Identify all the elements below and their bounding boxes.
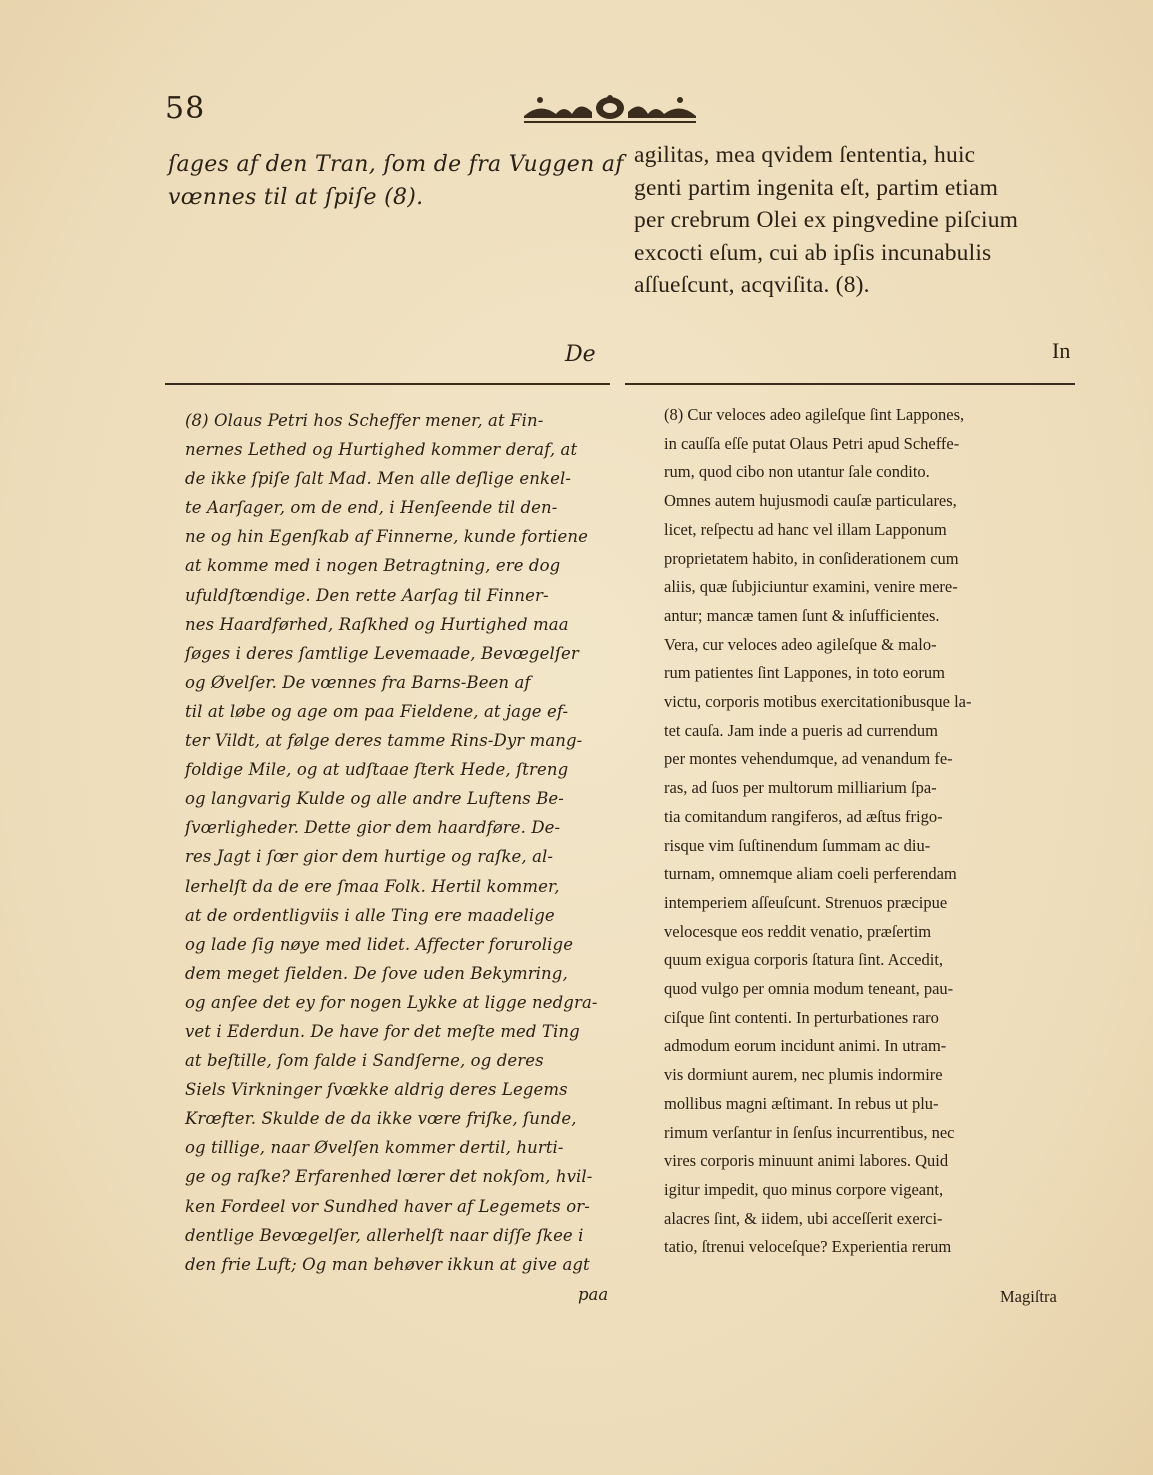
note-line: ken Fordeel vor Sundhed haver af Legemets or- (185, 1196, 590, 1216)
note-line: Omnes autem hujusmodi cauſæ particulares, (664, 491, 957, 511)
note-line: ne og hin Egenſkab af Finnerne, kunde fortiene (185, 527, 589, 547)
note-line: at komme med i nogen Betragtning, ere dog (185, 556, 561, 576)
note-line: til at løbe og age om paa Fieldene, at jage ef- (185, 701, 569, 721)
note-line: Siels Virkninger ſvœkke aldrig deres Legems (185, 1080, 568, 1100)
footnote-divider-right (625, 383, 1075, 385)
note-line: rum patientes ſint Lappones, in toto eorum (664, 663, 945, 683)
decorative-headpiece-icon (520, 92, 700, 128)
note-line: tatio, ſtrenui veloceſque? Experientia rerum (664, 1237, 952, 1257)
note-line: og lade ſig nøye med lidet. Affecter forurolige (185, 934, 574, 954)
note-line: de ikke ſpiſe ſalt Mad. Men alle deſlige enkel- (185, 469, 571, 489)
note-line: in cauſſa eſſe putat Olaus Petri apud Scheffe- (664, 433, 960, 453)
note-line: quum exigua corporis ſtatura ſint. Accedit, (664, 950, 944, 970)
note-line: aliis, quæ ſubjiciuntur examini, venire mere- (664, 577, 958, 597)
catchword-danish-footnote: paa (578, 1285, 609, 1304)
note-line: og anſee det ey for nogen Lykke at ligge nedgra- (185, 992, 598, 1012)
text-line: ſages af den Tran, ſom de fra Vuggen af (168, 152, 624, 177)
note-line: og Øvelſer. De vœnnes fra Barns-Been af (185, 672, 531, 692)
note-line: res Jagt i ſœr gior dem hurtige og raſke, al- (185, 847, 554, 867)
text-line: per crebrum Olei ex pingvedine piſcium (634, 207, 1019, 233)
note-line: antur; mancæ tamen ſunt & inſufficientes. (664, 605, 940, 625)
note-line: velocesque eos reddit venatio, præſertim (664, 921, 932, 941)
note-line: vires corporis minuunt animi labores. Quid (664, 1151, 949, 1171)
footnote-divider-left (165, 383, 610, 385)
note-line: og langvarig Kulde og alle andre Luftens Be- (185, 789, 564, 809)
note-line: admodum eorum incidunt animi. In utram- (664, 1036, 947, 1056)
note-line: tet cauſa. Jam inde a pueris ad currendum (664, 720, 938, 740)
note-line: licet, reſpectu ad hanc vel illam Lapponum (664, 519, 947, 539)
note-line: alacres ſint, & iidem, ubi acceſſerit exerci- (664, 1208, 943, 1228)
note-line: Krœfter. Skulde de da ikke vœre friſke, ſunde, (185, 1109, 577, 1129)
note-line: te Aarſager, om de end, i Henſeende til den- (185, 498, 558, 518)
note-line: rimum verſantur in ſenſus incurrentibus, nec (664, 1122, 955, 1142)
note-line: dentlige Bevœgelſer, allerhelſt naar diſſe ſkee i (185, 1225, 584, 1245)
note-line: turnam, omnemque aliam coeli perferendam (664, 864, 957, 884)
note-line: (8) Olaus Petri hos Scheffer mener, at Fin- (185, 411, 544, 430)
latin-footnote (664, 401, 1084, 1262)
note-line: ufuldſtœndige. Den rette Aarſag til Finner- (185, 585, 549, 605)
danish-text-block (168, 148, 624, 214)
text-line: excocti eſum, cui ab ipſis incunabulis (634, 239, 992, 266)
note-line: risque vim ſuſtinendum ſummam ac diu- (664, 835, 931, 855)
note-line: lerhelſt da de ere ſmaa Folk. Hertil kommer, (185, 876, 560, 896)
catchword-latin-footnote: Magiſtra (1000, 1287, 1057, 1306)
note-line: ge og raſke? Erfarenhed lœrer det nokſom, hvil- (185, 1167, 593, 1187)
catchword-danish: De (565, 342, 596, 367)
note-line: igitur impedit, quo minus corpore vigeant, (664, 1179, 944, 1199)
note-line: victu, corporis motibus exercitationibusque la- (664, 692, 972, 712)
note-line: ſvœrligheder. Dette gior dem haardføre. De- (185, 818, 561, 838)
note-line: quod vulgo per omnia modum teneant, pau- (664, 979, 954, 999)
note-line: ſøges i deres ſamtlige Levemaade, Bevœgelſer (185, 643, 579, 663)
note-line: at beſtille, ſom falde i Sandſerne, og deres (185, 1051, 544, 1071)
note-line: mollibus magni æſtimant. In rebus ut plu- (664, 1093, 939, 1113)
note-line: og tillige, naar Øvelſen kommer dertil, hurti- (185, 1138, 564, 1158)
note-line: intemperiem aſſeuſcunt. Strenuos præcipue (664, 892, 948, 912)
note-line: vis dormiunt aurem, nec plumis indormire (664, 1065, 943, 1085)
note-line: ter Vildt, at følge deres tamme Rins-Dyr mang- (185, 731, 583, 751)
note-line: dem meget ſielden. De ſove uden Bekymring, (185, 963, 568, 983)
note-line: tia comitandum rangiferos, ad æſtus frigo- (664, 806, 943, 826)
note-line: Vera, cur veloces adeo agileſque & malo- (664, 634, 937, 654)
text-line: aſſueſcunt, acqviſita. (8). (634, 272, 870, 298)
note-line: nernes Lethed og Hurtighed kommer deraf, at (185, 440, 578, 460)
text-line: genti partim ingenita eſt, partim etiam (634, 174, 999, 201)
text-line: agilitas, mea qvidem ſententia, huic (634, 142, 976, 168)
note-line: ras, ad ſuos per multorum milliarium ſpa- (664, 778, 937, 798)
note-line: rum, quod cibo non utantur ſale condito. (664, 462, 930, 482)
catchword-latin: In (1052, 338, 1071, 363)
note-line: nes Haardførhed, Raſkhed og Hurtighed maa (185, 614, 569, 634)
note-line: at de ordentligviis i alle Ting ere maadelige (185, 905, 555, 925)
note-line: proprietatem habito, in conſiderationem cum (664, 548, 959, 568)
note-line: foldige Mile, og at udſtaae ſterk Hede, ſtreng (185, 760, 569, 780)
latin-text-block (634, 139, 1084, 302)
note-line: (8) Cur veloces adeo agileſque ſint Lappones, (664, 405, 965, 424)
page-number: 58 (165, 91, 206, 126)
note-line: den frie Luft; Og man behøver ikkun at give agt (185, 1254, 590, 1274)
danish-footnote (185, 406, 615, 1279)
note-line: per montes vehendumque, ad venandum fe- (664, 749, 953, 769)
note-line: vet i Ederdun. De have for det meſte med Ting (185, 1021, 580, 1041)
text-line: vœnnes til at ſpiſe (8). (168, 185, 424, 210)
note-line: ciſque ſint contenti. In perturbationes raro (664, 1007, 939, 1027)
